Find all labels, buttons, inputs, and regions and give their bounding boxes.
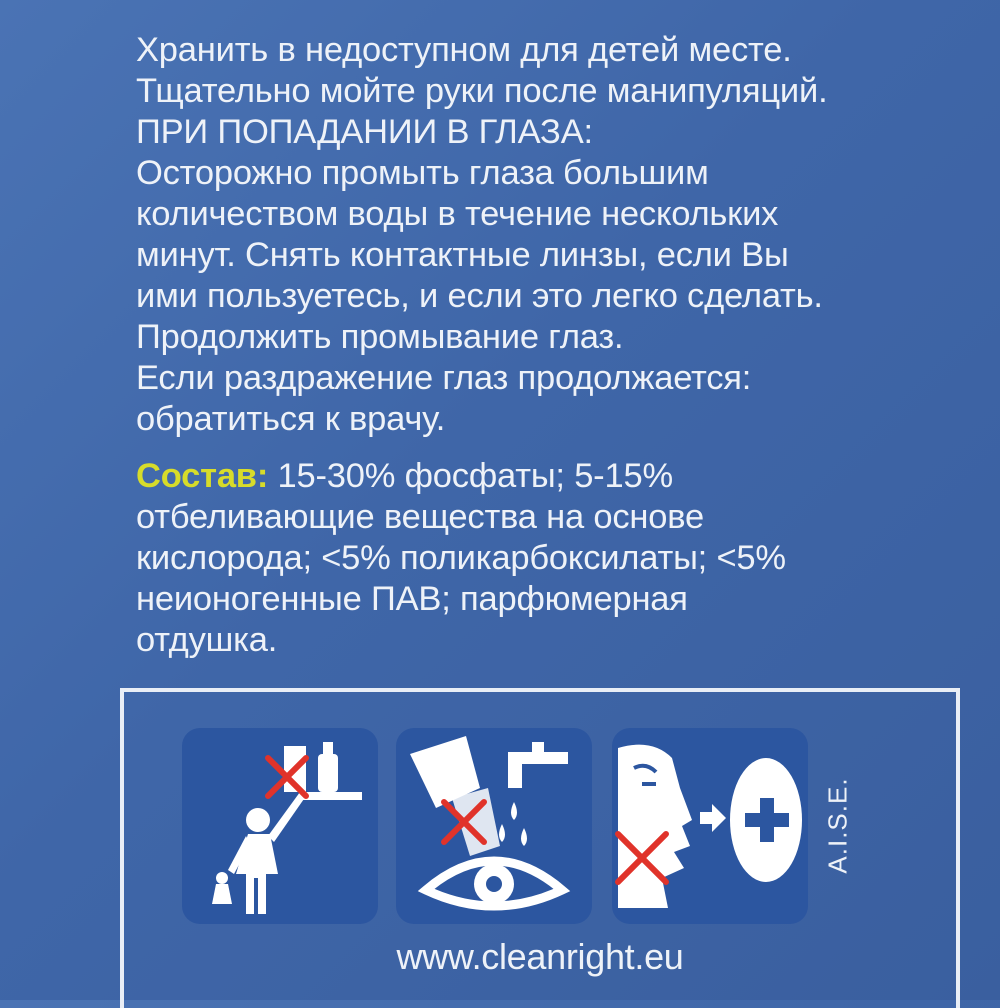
safety-line: Осторожно промыть глаза большим bbox=[136, 154, 709, 192]
safety-line: Продолжить промывание глаз. bbox=[136, 318, 624, 356]
aise-label bbox=[808, 730, 868, 920]
composition-label: Состав: bbox=[136, 457, 269, 495]
composition-line: отдушка. bbox=[136, 621, 278, 659]
safety-line: Если раздражение глаз продолжается: bbox=[136, 359, 752, 397]
composition-first-text: 15-30% фосфаты; 5-15% bbox=[268, 457, 673, 495]
avoid-eye-contact-icon bbox=[396, 728, 592, 924]
safety-line: обратиться к врачу. bbox=[136, 400, 446, 438]
composition-block bbox=[136, 456, 976, 661]
safety-line: ПРИ ПОПАДАНИИ В ГЛАЗА: bbox=[136, 113, 593, 151]
composition-line: отбеливающие вещества на основе bbox=[136, 498, 704, 536]
composition-first-line bbox=[136, 456, 976, 497]
avoid-eye-contact-svg bbox=[396, 728, 592, 924]
safety-line: Тщательно мойте руки после манипуляций. bbox=[136, 72, 828, 110]
do-not-swallow-seek-medical-help-icon bbox=[612, 728, 808, 924]
aise-text: A.I.S.E. bbox=[822, 776, 853, 874]
keep-away-from-children-svg bbox=[182, 728, 378, 924]
safety-line: минут. Снять контактные линзы, если Вы bbox=[136, 236, 789, 274]
safety-line: количеством воды в течение нескольких bbox=[136, 195, 779, 233]
do-not-swallow-svg bbox=[612, 728, 808, 924]
safety-line: Хранить в недоступном для детей месте. bbox=[136, 31, 792, 69]
safety-instructions bbox=[136, 30, 976, 440]
safety-line: ими пользуетесь, и если это легко сделать. bbox=[136, 277, 823, 315]
composition-line: неионогенные ПАВ; парфюмерная bbox=[136, 580, 688, 618]
keep-away-from-children-icon bbox=[182, 728, 378, 924]
composition-line: кислорода; <5% поликарбоксилаты; <5% bbox=[136, 539, 786, 577]
website-link[interactable]: www.cleanright.eu bbox=[396, 936, 684, 977]
